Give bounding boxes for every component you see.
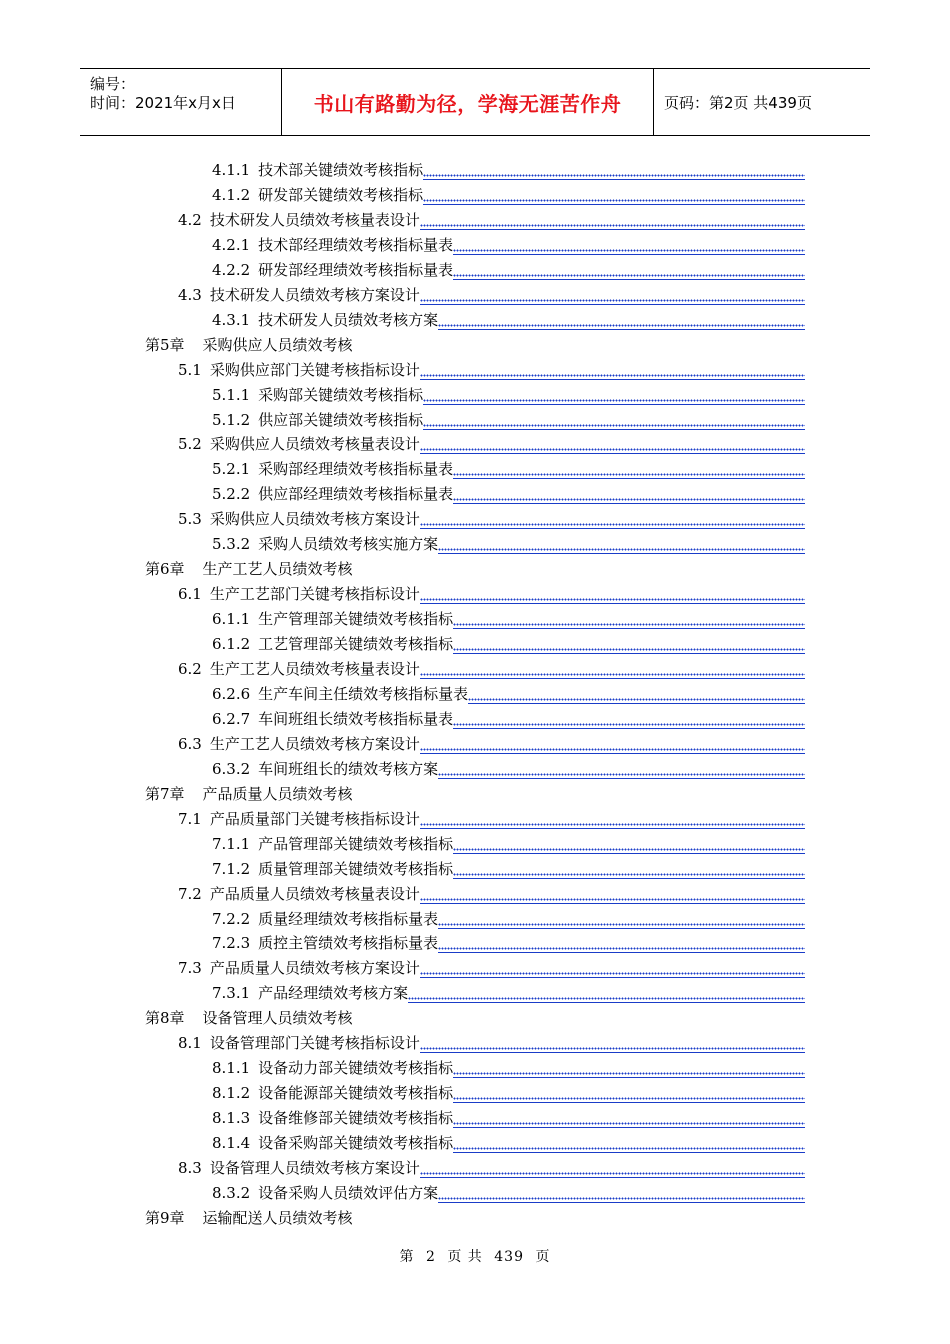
toc-entry[interactable] — [178, 956, 805, 980]
toc-entry-number: 8.3.2 — [212, 1183, 251, 1202]
toc-entry[interactable] — [212, 158, 805, 182]
toc-entry-title[interactable]: 设备采购人员绩效评估方案 — [258, 1183, 439, 1202]
toc-chapter-entry — [145, 1206, 353, 1230]
toc-entry-title[interactable]: 研发部关键绩效考核指标 — [258, 185, 424, 204]
toc-entry-number: 4.1.2 — [212, 185, 251, 204]
toc-entry-title[interactable]: 质量管理部关键绩效考核指标 — [258, 859, 454, 878]
toc-chapter-entry — [145, 1006, 353, 1030]
toc-entry-number: 6.3 — [178, 734, 202, 753]
footer-prefix: 第 — [399, 1249, 415, 1265]
toc-entry-number: 8.1 — [178, 1034, 202, 1053]
toc-entry-title[interactable]: 生产管理部关键绩效考核指标 — [258, 610, 454, 629]
toc-entry[interactable] — [178, 358, 805, 382]
toc-entry[interactable] — [178, 1156, 805, 1180]
toc-entry-title[interactable]: 技术部关键绩效考核指标 — [258, 161, 424, 179]
toc-chapter-entry — [145, 333, 353, 357]
toc-entry[interactable] — [212, 757, 805, 781]
toc-entry[interactable] — [178, 283, 805, 307]
toc-entry-number: 7.2.2 — [212, 909, 251, 928]
toc-dot-leader[interactable] — [420, 439, 805, 454]
toc-dot-leader[interactable] — [453, 464, 805, 479]
toc-dot-leader[interactable] — [453, 614, 805, 629]
toc-dot-leader[interactable] — [420, 739, 805, 754]
toc-entry-title[interactable]: 研发部经理绩效考核指标量表 — [258, 260, 454, 279]
toc-entry-title[interactable]: 产品管理部关键绩效考核指标 — [258, 834, 454, 853]
toc-dot-leader[interactable] — [453, 639, 805, 654]
toc-entry-title[interactable]: 产品质量部门关键考核指标设计 — [209, 809, 420, 828]
toc-entry-title[interactable]: 技术研发人员绩效考核量表设计 — [209, 210, 420, 229]
toc-entry-number: 6.1 — [178, 585, 202, 604]
toc-entry[interactable] — [212, 258, 805, 282]
toc-dot-leader[interactable] — [420, 664, 805, 679]
toc-dot-leader[interactable] — [453, 714, 805, 729]
toc-entry-number: 第8章 — [145, 1009, 185, 1028]
toc-entry-number: 7.2 — [178, 884, 202, 903]
toc-entry[interactable] — [178, 208, 805, 232]
toc-dot-leader[interactable] — [420, 889, 805, 904]
toc-entry[interactable] — [212, 482, 805, 506]
toc-entry-number: 5.1.1 — [212, 385, 251, 404]
toc-entry-title[interactable]: 设备采购部关键绩效考核指标 — [258, 1134, 454, 1153]
toc-dot-leader[interactable] — [453, 1063, 805, 1078]
toc-entry-number: 7.1 — [178, 809, 202, 828]
header-motto: 书山有路勤为径，学海无涯苦作舟 — [282, 69, 654, 135]
toc-entry[interactable] — [212, 308, 805, 332]
header-page-info: 页码：第2页 共439页 — [664, 93, 812, 112]
page-header — [80, 68, 870, 136]
toc-entry[interactable] — [178, 807, 805, 831]
toc-entry-title[interactable]: 设备动力部关键绩效考核指标 — [258, 1059, 454, 1078]
toc-entry[interactable] — [212, 931, 805, 955]
toc-entry-number: 7.2.3 — [212, 934, 251, 953]
toc-dot-leader[interactable] — [438, 938, 805, 953]
toc-entry-title[interactable]: 设备维修部关键绩效考核指标 — [258, 1109, 454, 1128]
toc-entry[interactable] — [212, 408, 805, 432]
toc-entry-title[interactable]: 供应部关键绩效考核指标 — [258, 410, 424, 429]
toc-entry[interactable] — [212, 457, 805, 481]
toc-dot-leader[interactable] — [420, 365, 805, 380]
toc-entry[interactable] — [212, 632, 805, 656]
toc-entry[interactable] — [212, 857, 805, 881]
document-time-label: 时间：2021年x月x日 — [90, 94, 236, 112]
toc-dot-leader[interactable] — [420, 514, 805, 529]
toc-dot-leader[interactable] — [438, 1188, 805, 1203]
toc-entry-title[interactable]: 采购供应人员绩效考核量表设计 — [209, 435, 420, 454]
toc-dot-leader[interactable] — [420, 589, 805, 604]
toc-entry[interactable] — [178, 507, 805, 531]
toc-dot-leader[interactable] — [438, 914, 805, 929]
toc-entry[interactable] — [212, 1081, 805, 1105]
toc-entry-number: 7.3 — [178, 959, 202, 978]
toc-entry-title[interactable]: 车间班组长的绩效考核方案 — [258, 759, 439, 778]
toc-dot-leader[interactable] — [420, 1163, 805, 1178]
toc-entry-number: 7.1.2 — [212, 859, 251, 878]
toc-entry-title[interactable]: 技术研发人员绩效考核方案设计 — [209, 285, 420, 304]
toc-chapter-entry — [145, 557, 353, 581]
toc-entry-number: 第6章 — [145, 560, 185, 579]
toc-entry-number: 6.2.6 — [212, 684, 251, 703]
toc-dot-leader[interactable] — [420, 963, 805, 978]
toc-entry-number: 5.1 — [178, 360, 202, 379]
toc-dot-leader[interactable] — [453, 1088, 805, 1103]
toc-dot-leader[interactable] — [453, 240, 805, 255]
toc-entry-title: 设备管理人员绩效考核 — [202, 1009, 353, 1028]
toc-entry-title[interactable]: 质控主管绩效考核指标量表 — [258, 934, 439, 953]
toc-entry-title[interactable]: 生产工艺人员绩效考核方案设计 — [209, 734, 420, 753]
toc-entry-title[interactable]: 采购供应人员绩效考核方案设计 — [209, 510, 420, 529]
toc-entry-title[interactable]: 设备管理人员绩效考核方案设计 — [209, 1159, 420, 1177]
toc-dot-leader[interactable] — [420, 290, 805, 305]
toc-entry-number: 5.2.1 — [212, 460, 251, 479]
toc-dot-leader[interactable] — [438, 315, 805, 330]
toc-entry[interactable] — [212, 907, 805, 931]
toc-entry-title[interactable]: 质量经理绩效考核指标量表 — [258, 909, 439, 928]
toc-entry-number: 8.1.4 — [212, 1134, 251, 1153]
toc-entry-title[interactable]: 生产工艺人员绩效考核量表设计 — [209, 660, 420, 678]
toc-entry-number: 4.3 — [178, 285, 202, 304]
toc-entry-number: 8.1.1 — [212, 1059, 251, 1078]
toc-dot-leader[interactable] — [453, 265, 805, 280]
footer-middle: 页 共 — [447, 1249, 483, 1265]
toc-entry[interactable] — [212, 532, 805, 556]
toc-entry-number: 7.3.1 — [212, 984, 251, 1003]
toc-entry[interactable] — [178, 1031, 805, 1055]
page-footer — [0, 1246, 950, 1266]
toc-entry[interactable] — [212, 607, 805, 631]
toc-entry-number: 4.3.1 — [212, 310, 251, 329]
toc-entry-number: 5.3.2 — [212, 535, 251, 554]
toc-entry-number: 4.1.1 — [212, 161, 251, 179]
toc-entry-title[interactable]: 车间班组长绩效考核指标量表 — [258, 709, 454, 728]
toc-dot-leader[interactable] — [420, 1038, 805, 1053]
toc-dot-leader[interactable] — [423, 165, 805, 180]
toc-entry-number: 6.2 — [178, 660, 202, 678]
toc-entry-number: 5.3 — [178, 510, 202, 529]
toc-entry-number: 4.2 — [178, 210, 202, 229]
toc-entry-title[interactable]: 产品质量人员绩效考核方案设计 — [209, 959, 420, 978]
toc-entry[interactable] — [178, 582, 805, 606]
toc-chapter-entry — [145, 782, 353, 806]
toc-entry[interactable] — [178, 882, 805, 906]
toc-dot-leader[interactable] — [420, 215, 805, 230]
toc-entry-number: 4.2.1 — [212, 235, 251, 254]
toc-entry[interactable] — [212, 1181, 805, 1205]
toc-dot-leader[interactable] — [453, 1113, 805, 1128]
toc-entry-number: 5.2.2 — [212, 485, 251, 504]
toc-entry[interactable] — [212, 1106, 805, 1130]
toc-entry-number: 第9章 — [145, 1208, 185, 1227]
toc-entry[interactable] — [212, 1131, 805, 1155]
toc-entry-title[interactable]: 采购部经理绩效考核指标量表 — [258, 460, 454, 479]
footer-suffix: 页 — [535, 1249, 551, 1265]
toc-entry[interactable] — [212, 183, 805, 207]
toc-entry-title[interactable]: 生产工艺部门关键考核指标设计 — [209, 585, 420, 604]
toc-dot-leader[interactable] — [468, 689, 805, 704]
toc-entry-number: 6.1.2 — [212, 635, 251, 654]
toc-entry-number: 第5章 — [145, 335, 185, 354]
toc-entry-title[interactable]: 采购部关键绩效考核指标 — [258, 385, 424, 404]
toc-dot-leader[interactable] — [438, 764, 805, 779]
toc-entry-number: 6.2.7 — [212, 709, 251, 728]
toc-entry-number: 5.2 — [178, 435, 202, 454]
toc-entry-title: 生产工艺人员绩效考核 — [202, 560, 353, 579]
toc-entry-title[interactable]: 设备能源部关键绩效考核指标 — [258, 1084, 454, 1103]
toc-entry-number: 第7章 — [145, 784, 185, 803]
toc-entry-title[interactable]: 产品经理绩效考核方案 — [258, 984, 409, 1003]
toc-entry[interactable] — [212, 981, 805, 1005]
toc-entry-title[interactable]: 生产车间主任绩效考核指标量表 — [258, 684, 469, 703]
toc-dot-leader[interactable] — [423, 390, 805, 405]
toc-entry[interactable] — [178, 732, 805, 756]
toc-dot-leader[interactable] — [453, 489, 805, 504]
toc-entry-title[interactable]: 供应部经理绩效考核指标量表 — [258, 485, 454, 504]
toc-entry[interactable] — [178, 432, 805, 456]
toc-entry-title[interactable]: 采购人员绩效考核实施方案 — [258, 535, 439, 554]
toc-entry-number: 5.1.2 — [212, 410, 251, 429]
toc-entry-number: 6.1.1 — [212, 610, 251, 629]
toc-entry-title: 产品质量人员绩效考核 — [202, 784, 353, 803]
toc-entry-title: 采购供应人员绩效考核 — [202, 335, 353, 354]
toc-entry[interactable] — [212, 707, 805, 731]
header-meta — [80, 69, 282, 135]
toc-entry[interactable] — [212, 233, 805, 257]
toc-dot-leader[interactable] — [453, 839, 805, 854]
toc-dot-leader[interactable] — [420, 814, 805, 829]
toc-entry-number: 4.2.2 — [212, 260, 251, 279]
toc-entry-number: 8.3 — [178, 1159, 202, 1177]
footer-total-pages: 439 — [494, 1249, 524, 1265]
toc-entry-number: 6.3.2 — [212, 759, 251, 778]
toc-entry-number: 7.1.1 — [212, 834, 251, 853]
toc-entry-title[interactable]: 技术研发人员绩效考核方案 — [258, 310, 439, 329]
toc-dot-leader[interactable] — [423, 415, 805, 430]
toc-entry-number: 8.1.3 — [212, 1109, 251, 1128]
toc-entry[interactable] — [212, 383, 805, 407]
toc-entry-title[interactable]: 工艺管理部关键绩效考核指标 — [258, 635, 454, 654]
toc-entry[interactable] — [212, 1056, 805, 1080]
toc-dot-leader[interactable] — [423, 190, 805, 205]
toc-entry[interactable] — [212, 832, 805, 856]
toc-entry-title: 运输配送人员绩效考核 — [202, 1208, 353, 1227]
document-number-label: 编号： — [90, 75, 136, 93]
toc-entry[interactable] — [212, 682, 805, 706]
toc-entry-number: 8.1.2 — [212, 1084, 251, 1103]
toc-dot-leader[interactable] — [408, 988, 805, 1003]
toc-entry-title[interactable]: 产品质量人员绩效考核量表设计 — [209, 884, 420, 903]
toc-dot-leader[interactable] — [453, 864, 805, 879]
toc-entry[interactable] — [178, 657, 805, 681]
toc-dot-leader[interactable] — [453, 1138, 805, 1153]
toc-entry-title[interactable]: 设备管理部门关键考核指标设计 — [209, 1034, 420, 1053]
toc-dot-leader[interactable] — [438, 539, 805, 554]
toc-entry-title[interactable]: 采购供应部门关键考核指标设计 — [209, 360, 420, 379]
footer-current-page: 2 — [425, 1249, 436, 1265]
toc-entry-title[interactable]: 技术部经理绩效考核指标量表 — [258, 235, 454, 254]
